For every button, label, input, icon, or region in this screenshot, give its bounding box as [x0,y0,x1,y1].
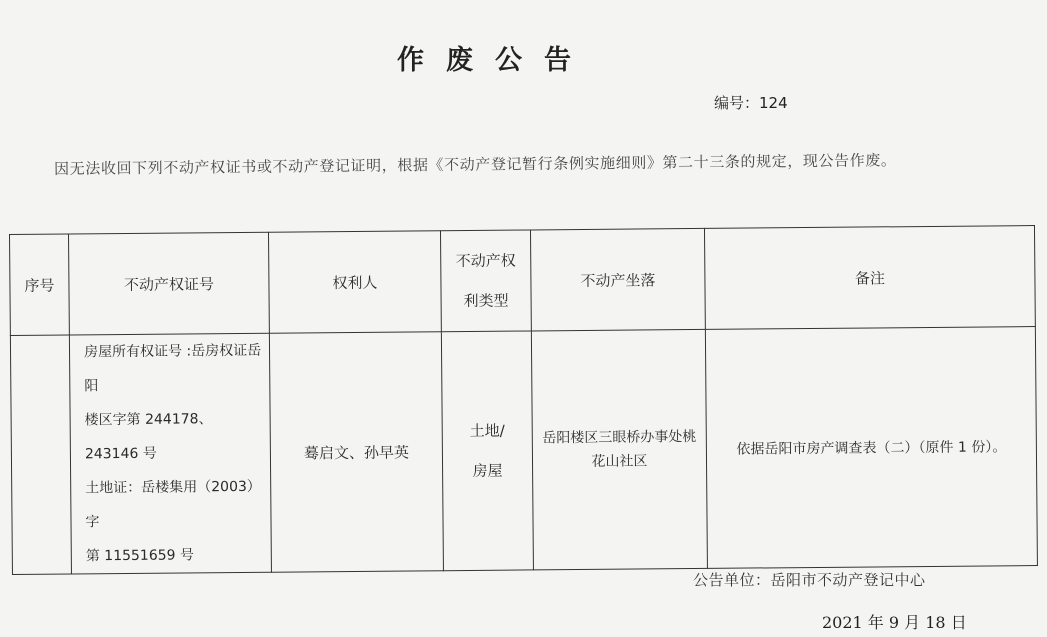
column-header-right-type-line1: 不动产权 [455,251,516,271]
cell-cert-no [69,333,271,574]
cert-line-1: 房屋所有权证号 :岳房权证岳阳 [83,342,262,395]
document-number: 编号：124 [714,94,788,112]
cell-seq [10,335,71,575]
column-header-location: 不动产坐落 [530,228,705,331]
column-header-owner: 权利人 [268,231,441,333]
column-header-right-type-line2: 利类型 [463,291,509,311]
table-row [10,327,1037,575]
certificate-table-wrapper [9,225,1038,575]
location-line-2: 花山社区 [591,453,648,470]
cert-line-3: 土地证：岳楼集用（2003）字 [85,478,261,531]
column-header-right-type [440,230,531,332]
cell-right-type [441,331,533,571]
location-line-1: 岳阳楼区三眼桥办事处桃 [542,429,697,447]
right-type-line-1: 土地/ [469,421,505,440]
column-header-seq: 序号 [10,234,70,336]
cell-owner: 蓦启文、孙早英 [269,332,443,572]
intro-paragraph: 因无法收回下列不动产权证书或不动产登记证明，根据《不动产登记暂行条例实施细则》第二十三条的规定，现公告作废。 [54,151,897,178]
issuing-unit: 公告单位：岳阳市不动产登记中心 [693,571,926,589]
cert-line-4: 第 11551659 号 [85,547,195,565]
certificate-table [9,225,1038,575]
page-title: 作废公告 [397,45,593,76]
cert-line-2: 楼区字第 244178、243146 号 [84,411,213,463]
right-type-line-2: 房屋 [472,461,503,480]
column-header-cert-no: 不动产权证号 [69,232,270,335]
column-header-remark: 备注 [704,226,1035,330]
issue-date: 2021 年 9 月 18 日 [822,613,967,632]
cell-location [531,329,707,570]
cell-remark: 依据岳阳市房产调查表（二）（原件 1 份）。 [705,327,1037,569]
table-header-row [10,226,1036,336]
